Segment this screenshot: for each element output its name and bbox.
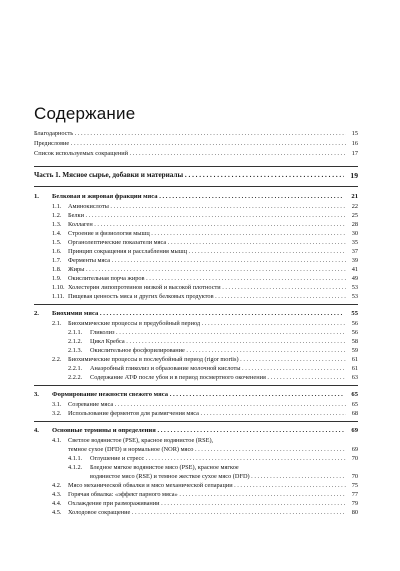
toc-entry-page: 80 <box>351 509 358 516</box>
toc-entry-text: Бледное мягкое водянистое мясо (PSE), красное мягкое <box>90 464 239 471</box>
toc-entry-text: Принцип сокращения и расслабления мышц . . . <box>68 247 346 256</box>
toc-entry[interactable] <box>0 454 400 463</box>
toc-number: 4. <box>34 427 39 434</box>
divider <box>34 304 358 305</box>
toc-entry-page: 37 <box>351 248 358 255</box>
toc-entry-page: 75 <box>351 482 358 489</box>
toc-entry-page: 53 <box>351 293 358 300</box>
toc-number: 2.2.1. <box>68 365 83 372</box>
toc-entry-text: Анаэробный гликолиз и образование молочной кислоты . . . <box>90 364 346 373</box>
toc-entry-page: 21 <box>351 193 358 200</box>
toc-entry-text: Светлое водянистое (PSE), красное водянистое (RSE), <box>68 437 214 444</box>
toc-entry-text: Охлаждение при размораживании . . . <box>68 499 346 508</box>
toc-chapter[interactable] <box>0 426 400 435</box>
toc-entry-text: Аминокислоты . . . <box>68 202 346 211</box>
toc-number: 2.1.3. <box>68 347 83 354</box>
toc-entry-text: Биохимические процессы в послеубойный период (rigor mortis) . . . <box>68 355 346 364</box>
toc-entry-text: Жиры . . . <box>68 265 346 274</box>
toc-entry[interactable] <box>0 274 400 283</box>
toc-entry-page: 61 <box>351 356 358 363</box>
divider <box>34 421 358 422</box>
toc-number: 1.9. <box>52 275 62 282</box>
toc-entry-text: Холестерин липопротеинов низкой и высокой плотности . . . <box>68 283 346 292</box>
toc-entry[interactable] <box>0 292 400 301</box>
toc-entry[interactable] <box>0 319 400 328</box>
toc-entry-page: 30 <box>351 230 358 237</box>
toc-entry-page: 69 <box>351 446 358 453</box>
toc-number: 2.1.1. <box>68 329 83 336</box>
toc-entry-text: Окислительная порча жиров . . . <box>68 274 346 283</box>
toc-entry-page: 61 <box>351 365 358 372</box>
toc-number: 4.2. <box>52 482 62 489</box>
toc-number: 1.1. <box>52 203 62 210</box>
toc-entry-page: 69 <box>351 427 358 434</box>
toc-entry-text: темное сухое (DFD) и нормальное (NOR) мясо . . . <box>68 445 346 454</box>
toc-entry-text: Белковая и жировая фракции мяса . . . <box>52 192 344 201</box>
toc-entry-page: 63 <box>351 374 358 381</box>
toc-entry[interactable] <box>0 229 400 238</box>
toc-entry-page: 68 <box>351 410 358 417</box>
toc-number: 4.1.2. <box>68 464 83 471</box>
toc-entry[interactable] <box>0 220 400 229</box>
toc-entry-abbreviations[interactable] <box>0 149 400 158</box>
toc-entry[interactable] <box>0 463 400 472</box>
toc-entry-page: 35 <box>351 239 358 246</box>
toc-number: 1.10. <box>52 284 65 291</box>
toc-entry-text: Органолептические показатели мяса . . . <box>68 238 346 247</box>
toc-number: 4.1.1. <box>68 455 83 462</box>
toc-entry[interactable] <box>0 373 400 382</box>
toc-number: 3. <box>34 391 39 398</box>
toc-chapter[interactable] <box>0 390 400 399</box>
toc-entry-text: Оглушение и стресс . . . <box>90 454 346 463</box>
toc-entry-page: 53 <box>351 284 358 291</box>
toc-number: 1.8. <box>52 266 62 273</box>
toc-entry-page: 79 <box>351 500 358 507</box>
toc-entry[interactable] <box>0 436 400 445</box>
toc-entry-text: Горячая обвалка: «эффект парного мяса» . . . <box>68 490 346 499</box>
toc-entry-page: 41 <box>351 266 358 273</box>
toc-entry-text: водянистое мясо (RSE) и темное жесткое сухое мясо (DFD) . . . <box>90 472 346 481</box>
toc-entry[interactable] <box>0 346 400 355</box>
toc-entry-page: 56 <box>351 329 358 336</box>
divider <box>34 166 358 167</box>
toc-number: 2.2.2. <box>68 374 83 381</box>
toc-entry-page: 28 <box>351 221 358 228</box>
toc-part-page: 19 <box>350 171 358 180</box>
toc-number: 1. <box>34 193 39 200</box>
toc-entry-page: 56 <box>351 320 358 327</box>
toc-number: 4.4. <box>52 500 62 507</box>
toc-entry-text: Пищевая ценность мяса и других белковых продуктов . . . <box>68 292 346 301</box>
toc-chapter[interactable] <box>0 309 400 318</box>
toc-entry[interactable] <box>0 238 400 247</box>
toc-entry-acknowledgements[interactable] <box>0 129 400 138</box>
toc-entry-preface[interactable] <box>0 139 400 148</box>
toc-number: 3.2. <box>52 410 62 417</box>
toc-entry-text: Гликолиз . . . <box>90 328 346 337</box>
toc-entry-page: 77 <box>351 491 358 498</box>
toc-chapter[interactable] <box>0 192 400 201</box>
toc-number: 1.2. <box>52 212 62 219</box>
toc-entry-page: 39 <box>351 257 358 264</box>
toc-entry-text: Использование ферментов для размягчения мяса . . . <box>68 409 346 418</box>
toc-number: 2.1.2. <box>68 338 83 345</box>
toc-number: 1.7. <box>52 257 62 264</box>
toc-entry-text: Биохимические процессы в предубойный период . . . <box>68 319 346 328</box>
toc-entry-text: Содержание АТФ после убоя и в период посмертного окоченения . . . <box>90 373 346 382</box>
toc-entry[interactable] <box>0 211 400 220</box>
toc-part-1[interactable] <box>0 170 400 181</box>
toc-entry-text: Холодовое сокращение . . . <box>68 508 346 517</box>
toc-entry-page: 17 <box>351 150 358 157</box>
toc-entry-page: 15 <box>351 130 358 137</box>
toc-entry-text: Цикл Кребса . . . <box>90 337 346 346</box>
toc-entry[interactable] <box>0 364 400 373</box>
toc-entry[interactable] <box>0 481 400 490</box>
toc-entry-page: 59 <box>351 347 358 354</box>
toc-entry[interactable] <box>0 283 400 292</box>
toc-number: 1.4. <box>52 230 62 237</box>
toc-entry[interactable] <box>0 202 400 211</box>
toc-number: 1.6. <box>52 248 62 255</box>
divider <box>34 385 358 386</box>
toc-entry-page: 16 <box>351 140 358 147</box>
toc-entry-text: Предисловие . . . <box>34 139 346 148</box>
toc-entry-page: 70 <box>351 455 358 462</box>
toc-entry-page: 49 <box>351 275 358 282</box>
toc-entry[interactable] <box>0 490 400 499</box>
toc-number: 1.5. <box>52 239 62 246</box>
toc-entry-page: 65 <box>351 401 358 408</box>
toc-entry[interactable] <box>0 499 400 508</box>
toc-entry[interactable] <box>0 445 400 454</box>
toc-entry[interactable] <box>0 247 400 256</box>
toc-part-title: Часть 1. Мясное сырье, добавки и материалы . . . <box>34 170 344 181</box>
toc-number: 3.1. <box>52 401 62 408</box>
toc-entry[interactable] <box>0 265 400 274</box>
toc-number: 1.11. <box>52 293 65 300</box>
toc-entry-text: Список используемых сокращений . . . <box>34 149 346 158</box>
toc-entry-text: Формирование нежности свежего мяса . . . <box>52 390 344 399</box>
toc-number: 2. <box>34 310 39 317</box>
toc-entry-page: 22 <box>351 203 358 210</box>
toc-entry[interactable] <box>0 328 400 337</box>
toc-number: 4.3. <box>52 491 62 498</box>
toc-number: 4.1. <box>52 437 62 444</box>
toc-entry[interactable] <box>0 256 400 265</box>
toc-entry[interactable] <box>0 337 400 346</box>
toc-number: 2.2. <box>52 356 62 363</box>
toc-entry-text: Белки . . . <box>68 211 346 220</box>
toc-entry-text: Строение и физиология мышц . . . <box>68 229 346 238</box>
toc-entry-text: Окислительное фосфорилирование . . . <box>90 346 346 355</box>
toc-entry[interactable] <box>0 472 400 481</box>
toc-entry[interactable] <box>0 508 400 517</box>
divider <box>34 186 358 187</box>
toc-entry-text: Биохимия мяса . . . <box>52 309 344 318</box>
toc-entry-page: 65 <box>351 391 358 398</box>
toc-number: 4.5. <box>52 509 62 516</box>
toc-entry-page: 70 <box>351 473 358 480</box>
toc-entry[interactable] <box>0 400 400 409</box>
toc-entry-text: Созревание мяса . . . <box>68 400 346 409</box>
toc-entry-text: Мясо механической обвалки и мясо механической сепарации . . . <box>68 481 346 490</box>
toc-entry-text: Благодарность . . . <box>34 129 346 138</box>
toc-entry-text: Ферменты мяса . . . <box>68 256 346 265</box>
toc-entry[interactable] <box>0 409 400 418</box>
toc-entry-page: 55 <box>351 310 358 317</box>
toc-number: 1.3. <box>52 221 62 228</box>
toc-entry-page: 58 <box>351 338 358 345</box>
toc-entry-page: 25 <box>351 212 358 219</box>
toc-entry-text: Основные термины и определения . . . <box>52 426 344 435</box>
page-title: Содержание <box>34 104 136 123</box>
toc-entry[interactable] <box>0 355 400 364</box>
toc-number: 2.1. <box>52 320 62 327</box>
toc-entry-text: Коллаген . . . <box>68 220 346 229</box>
